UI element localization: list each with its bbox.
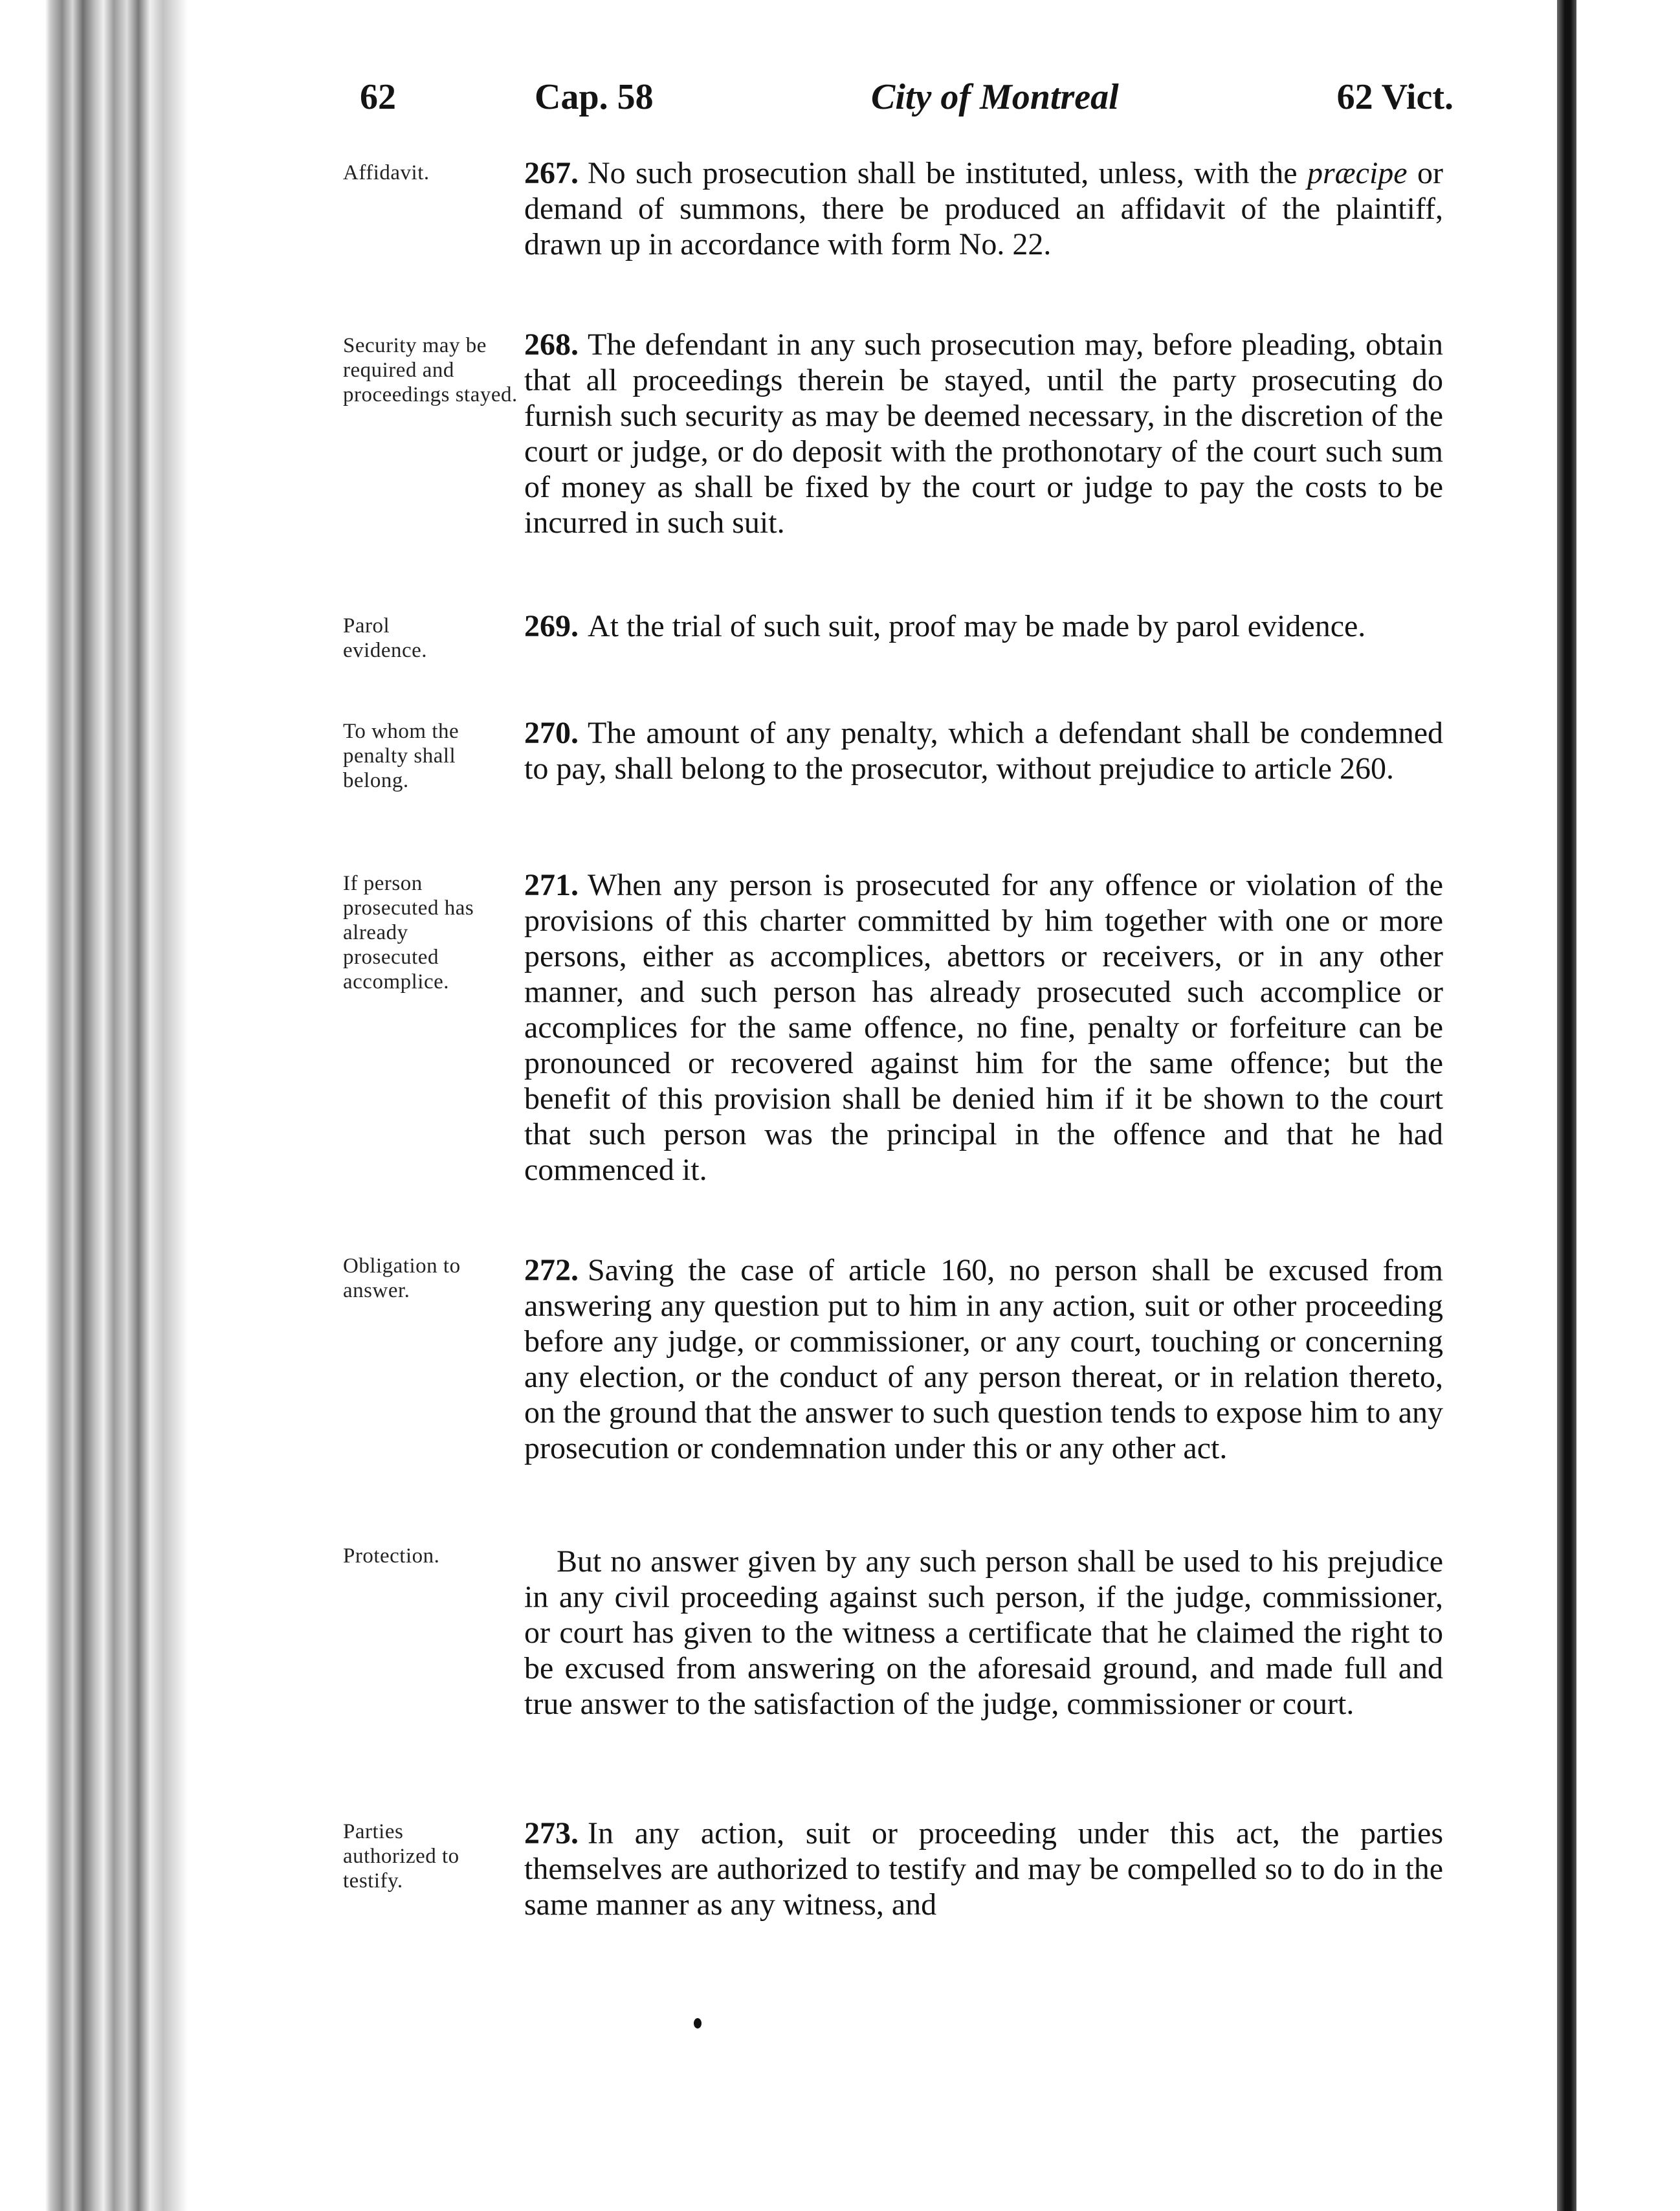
article-number: 273.: [524, 1816, 579, 1850]
book-binding: [0, 0, 188, 2211]
facing-page-margin: [1576, 0, 1680, 2211]
article-text: 271. When any person is prosecuted for any offence or violation of the provisions of this charter committed by him together with one or more persons, either as accomplices, abettors or receivers, or in any other manner, and such person has already prosecuted such accomplice or accomplices for the same offence, no fine, penalty or forfeiture can be pronounced or recovered against him for the same offence; but the benefit of this provision shall be denied him if it be shown to the court that such person was the principal in the offence and that he had commenced it.: [524, 868, 1443, 1187]
article-number: 268.: [524, 328, 579, 362]
margin-note: Affidavit.: [343, 161, 430, 184]
running-title: City of Montreal: [871, 77, 1119, 117]
regnal-year: 62 Vict.: [1336, 77, 1453, 117]
article-number: 269.: [524, 609, 579, 643]
article-number: 271.: [524, 868, 579, 902]
article-text: 273. In any action, suit or proceeding under this act, the parties themselves are authorized to testify and may be compelled so to do in the same manner as any witness, and: [524, 1816, 1443, 1922]
running-header: [360, 76, 1453, 135]
latin-term: præcipe: [1307, 156, 1408, 190]
margin-note: To whom the penalty shall belong.: [343, 720, 459, 792]
chapter-label: Cap. 58: [535, 77, 654, 117]
article-number: 272.: [524, 1253, 579, 1287]
page-edge-shadow: [1557, 0, 1576, 2211]
article-text: 270. The amount of any penalty, which a defendant shall be condemned to pay, shall belong to the prosecutor, without prejudice to article 260.: [524, 716, 1443, 786]
margin-note: Parol evidence.: [343, 614, 428, 662]
ink-speck: [694, 2018, 702, 2028]
article-number: 267.: [524, 156, 579, 190]
article-text: 269. At the trial of such suit, proof may be made by parol evidence.: [524, 609, 1366, 643]
margin-note: Protection.: [343, 1544, 440, 1568]
article-text: 268. The defendant in any such prosecution may, before pleading, obtain that all proceedings therein be stayed, until the party prosecuting do furnish such security as may be deemed necessary, in the discretion of the court or judge, or do deposit with the prothonotary of the court such sum of money as shall be fixed by the court or judge to pay the costs to be incurred in such suit.: [524, 328, 1443, 540]
article-text: 267. No such prosecution shall be instituted, unless, with the præcipe or demand of summons, there be produced an affidavit of the plaintiff, drawn up in accordance with form No. 22.: [524, 156, 1444, 261]
article-number: 270.: [524, 716, 579, 750]
article-text: But no answer given by any such person shall be used to his prejudice in any civil proceeding against such person, if the judge, commissioner, or court has given to the witness a certificate that he claimed the right to be excused from answering on the aforesaid ground, and made full and true answer to the satisfaction of the judge, commissioner or court.: [524, 1544, 1443, 1721]
margin-note: Parties authorized to testify.: [343, 1820, 459, 1893]
margin-note: Security may be required and proceedings stayed.: [343, 334, 518, 406]
page-number: 62: [360, 77, 396, 117]
margin-note: Obligation to answer.: [343, 1254, 461, 1302]
article-text: 272. Saving the case of article 160, no person shall be excused from answering any question put to him in any action, suit or other proceeding before any judge, or commissioner, or any court, touching or concerning any election, or the conduct of any person thereat, or in relation thereto, on the ground that the answer to such question tends to expose him to any prosecution or condemnation under this or any other act.: [524, 1253, 1443, 1465]
margin-note: If person prosecuted has already prosecuted accomplice.: [343, 872, 474, 994]
